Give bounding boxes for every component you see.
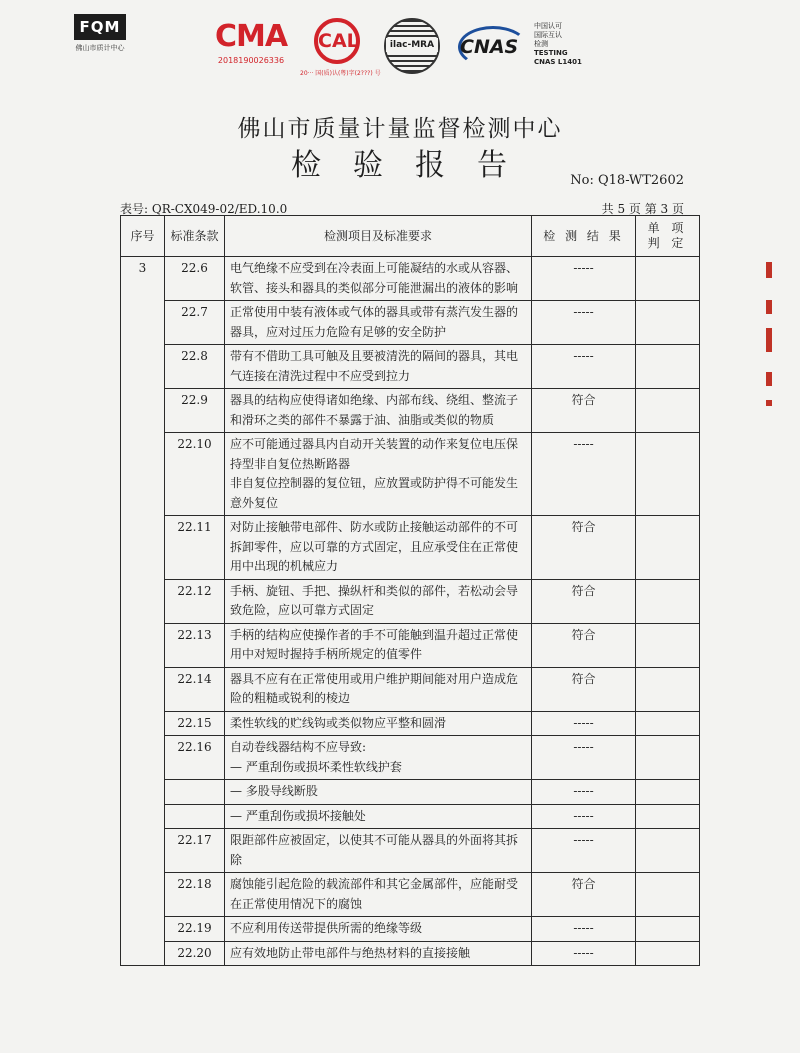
- requirement-cell: 手柄的结构应使操作者的手不可能触到温升超过正常使用中对短时握持手柄所规定的值零件: [225, 623, 532, 667]
- result-cell: -----: [532, 433, 636, 516]
- result-cell: -----: [532, 711, 636, 736]
- table-row: [121, 873, 700, 917]
- ilac-logo-mark: ilac-MRA: [386, 38, 438, 52]
- cnas-info-line: 中国认可: [534, 22, 562, 30]
- page-info: 共 5 页 第 3 页: [601, 202, 684, 216]
- requirement-cell: 正常使用中装有液体或气体的器具或带有蒸汽发生器的器具，应对过压力危险有足够的安全防护: [225, 301, 532, 345]
- edge-mark: [766, 328, 772, 352]
- seq-cell: 3: [121, 257, 165, 966]
- requirement-cell: 器具不应有在正常使用或用户维护期间能对用户造成危险的粗糙或锐利的棱边: [225, 667, 532, 711]
- cnas-info-line: 国际互认: [534, 31, 562, 39]
- judgement-cell: [636, 941, 700, 966]
- cnas-info-line: TESTING: [534, 49, 568, 57]
- requirement-cell: 限距部件应被固定，以使其不可能从器具的外面将其拆除: [225, 829, 532, 873]
- ilac-globe-icon: [384, 18, 440, 74]
- judgement-cell: [636, 516, 700, 580]
- result-cell: -----: [532, 257, 636, 301]
- cnas-logo-mark: CNAS: [460, 36, 519, 58]
- edge-mark: [766, 400, 772, 406]
- table-row: [121, 579, 700, 623]
- inspection-table: [120, 215, 700, 966]
- fqm-logo-caption: 佛山市质计中心: [75, 44, 125, 52]
- result-cell: -----: [532, 941, 636, 966]
- clause-cell: 22.8: [165, 345, 225, 389]
- judgement-cell: [636, 667, 700, 711]
- judgement-cell: [636, 873, 700, 917]
- result-cell: 符合: [532, 579, 636, 623]
- result-cell: -----: [532, 345, 636, 389]
- cal-logo: [300, 18, 381, 77]
- clause-cell: 22.12: [165, 579, 225, 623]
- center-name: 佛山市质量计量监督检测中心: [237, 116, 563, 142]
- cal-logo-mark: CAL: [314, 18, 360, 64]
- judgement-cell: [636, 623, 700, 667]
- clause-cell: 22.15: [165, 711, 225, 736]
- report-number: No: Q18-WT2602: [570, 173, 684, 188]
- table-row: [121, 917, 700, 942]
- result-cell: -----: [532, 736, 636, 780]
- judgement-cell: [636, 345, 700, 389]
- fqm-logo: [70, 14, 130, 53]
- clause-cell: 22.10: [165, 433, 225, 516]
- requirement-cell: 对防止接触带电部件、防水或防止接触运动部件的不可拆卸零件，应以可靠的方式固定，且应承受住在正常使用中出现的机械应力: [225, 516, 532, 580]
- result-cell: -----: [532, 917, 636, 942]
- judgement-cell: [636, 804, 700, 829]
- clause-cell: 22.6: [165, 257, 225, 301]
- result-cell: 符合: [532, 623, 636, 667]
- judgement-cell: [636, 780, 700, 805]
- result-cell: 符合: [532, 389, 636, 433]
- cma-number: 2018190026336: [217, 56, 285, 65]
- clause-cell: 22.7: [165, 301, 225, 345]
- result-cell: 符合: [532, 873, 636, 917]
- judgement-cell: [636, 829, 700, 873]
- table-row: [121, 623, 700, 667]
- clause-cell: 22.16: [165, 736, 225, 780]
- judgement-cell: [636, 433, 700, 516]
- edge-mark: [766, 372, 772, 386]
- result-cell: -----: [532, 804, 636, 829]
- table-row: [121, 736, 700, 780]
- table-row: [121, 711, 700, 736]
- fqm-logo-mark: FQM: [74, 14, 126, 40]
- requirement-cell: 器具的结构应使得诸如绝缘、内部布线、绕组、整流子和滑环之类的部件不暴露于油、油脂或类似的物质: [225, 389, 532, 433]
- header-judgement: 单 项 判 定: [636, 216, 700, 257]
- requirement-cell: 柔性软线的贮线钩或类似物应平整和圆滑: [225, 711, 532, 736]
- requirement-cell: 电气绝缘不应受到在冷表面上可能凝结的水或从容器、软管、接头和器具的类似部分可能泄漏出的液体的影响: [225, 257, 532, 301]
- clause-cell: [165, 780, 225, 805]
- requirement-cell: 自动卷线器结构不应导致: — 严重刮伤或损坏柔性软线护套: [225, 736, 532, 780]
- judgement-cell: [636, 711, 700, 736]
- requirement-cell: — 多股导线断股: [225, 780, 532, 805]
- table-row: [121, 301, 700, 345]
- clause-cell: 22.20: [165, 941, 225, 966]
- table-header-row: [121, 216, 700, 257]
- clause-cell: 22.13: [165, 623, 225, 667]
- judgement-cell: [636, 301, 700, 345]
- judgement-cell: [636, 389, 700, 433]
- table-row: [121, 516, 700, 580]
- requirement-cell: — 严重刮伤或损坏接触处: [225, 804, 532, 829]
- header-result: 检 测 结 果: [532, 216, 636, 257]
- result-cell: -----: [532, 780, 636, 805]
- result-cell: -----: [532, 301, 636, 345]
- clause-cell: 22.14: [165, 667, 225, 711]
- header-clause: 标准条款: [165, 216, 225, 257]
- result-cell: 符合: [532, 516, 636, 580]
- requirement-cell: 不应利用传送带提供所需的绝缘等级: [225, 917, 532, 942]
- clause-cell: 22.11: [165, 516, 225, 580]
- cnas-logo: [456, 26, 526, 66]
- ilac-mra-logo: [384, 18, 440, 74]
- clause-cell: 22.9: [165, 389, 225, 433]
- requirement-cell: 手柄、旋钮、手把、操纵杆和类似的部件，若松动会导致危险，应以可靠方式固定: [225, 579, 532, 623]
- cnas-info-line: CNAS L1401: [534, 58, 582, 66]
- clause-cell: 22.18: [165, 873, 225, 917]
- report-title: 检验报告: [291, 148, 539, 183]
- table-row: [121, 804, 700, 829]
- edge-mark: [766, 262, 772, 278]
- table-row: [121, 345, 700, 389]
- clause-cell: [165, 804, 225, 829]
- table-row: [121, 257, 700, 301]
- result-cell: -----: [532, 829, 636, 873]
- judgement-cell: [636, 736, 700, 780]
- cnas-info-line: 检测: [534, 40, 548, 48]
- header-seq: 序号: [121, 216, 165, 257]
- judgement-cell: [636, 579, 700, 623]
- table-row: [121, 667, 700, 711]
- judgement-cell: [636, 917, 700, 942]
- edge-mark: [766, 300, 772, 314]
- result-cell: 符合: [532, 667, 636, 711]
- cal-caption: 20··· 国(质)认(粤)字(2???) 号: [300, 70, 381, 77]
- form-number: 表号: QR-CX049-02/ED.10.0: [120, 202, 288, 216]
- requirement-cell: 腐蚀能引起危险的载流部件和其它金属部件，应能耐受在正常使用情况下的腐蚀: [225, 873, 532, 917]
- clause-cell: 22.17: [165, 829, 225, 873]
- header-item: 检测项目及标准要求: [225, 216, 532, 257]
- requirement-cell: 带有不借助工具可触及且要被清洗的隔间的器具，其电气连接在清洗过程中不应受到拉力: [225, 345, 532, 389]
- cnas-accreditation-info: [534, 22, 582, 67]
- cma-logo-mark: CMA: [214, 19, 288, 54]
- table-row: [121, 780, 700, 805]
- requirement-cell: 应有效地防止带电部件与绝热材料的直接接触: [225, 941, 532, 966]
- table-row: [121, 433, 700, 516]
- table-row: [121, 389, 700, 433]
- cma-logo: [210, 20, 292, 65]
- table-row: [121, 829, 700, 873]
- table-row: [121, 941, 700, 966]
- clause-cell: 22.19: [165, 917, 225, 942]
- judgement-cell: [636, 257, 700, 301]
- requirement-cell: 应不可能通过器具内自动开关装置的动作来复位电压保持型非自复位热断路器 非自复位控制器的复位钮，应放置或防护得不可能发生意外复位: [225, 433, 532, 516]
